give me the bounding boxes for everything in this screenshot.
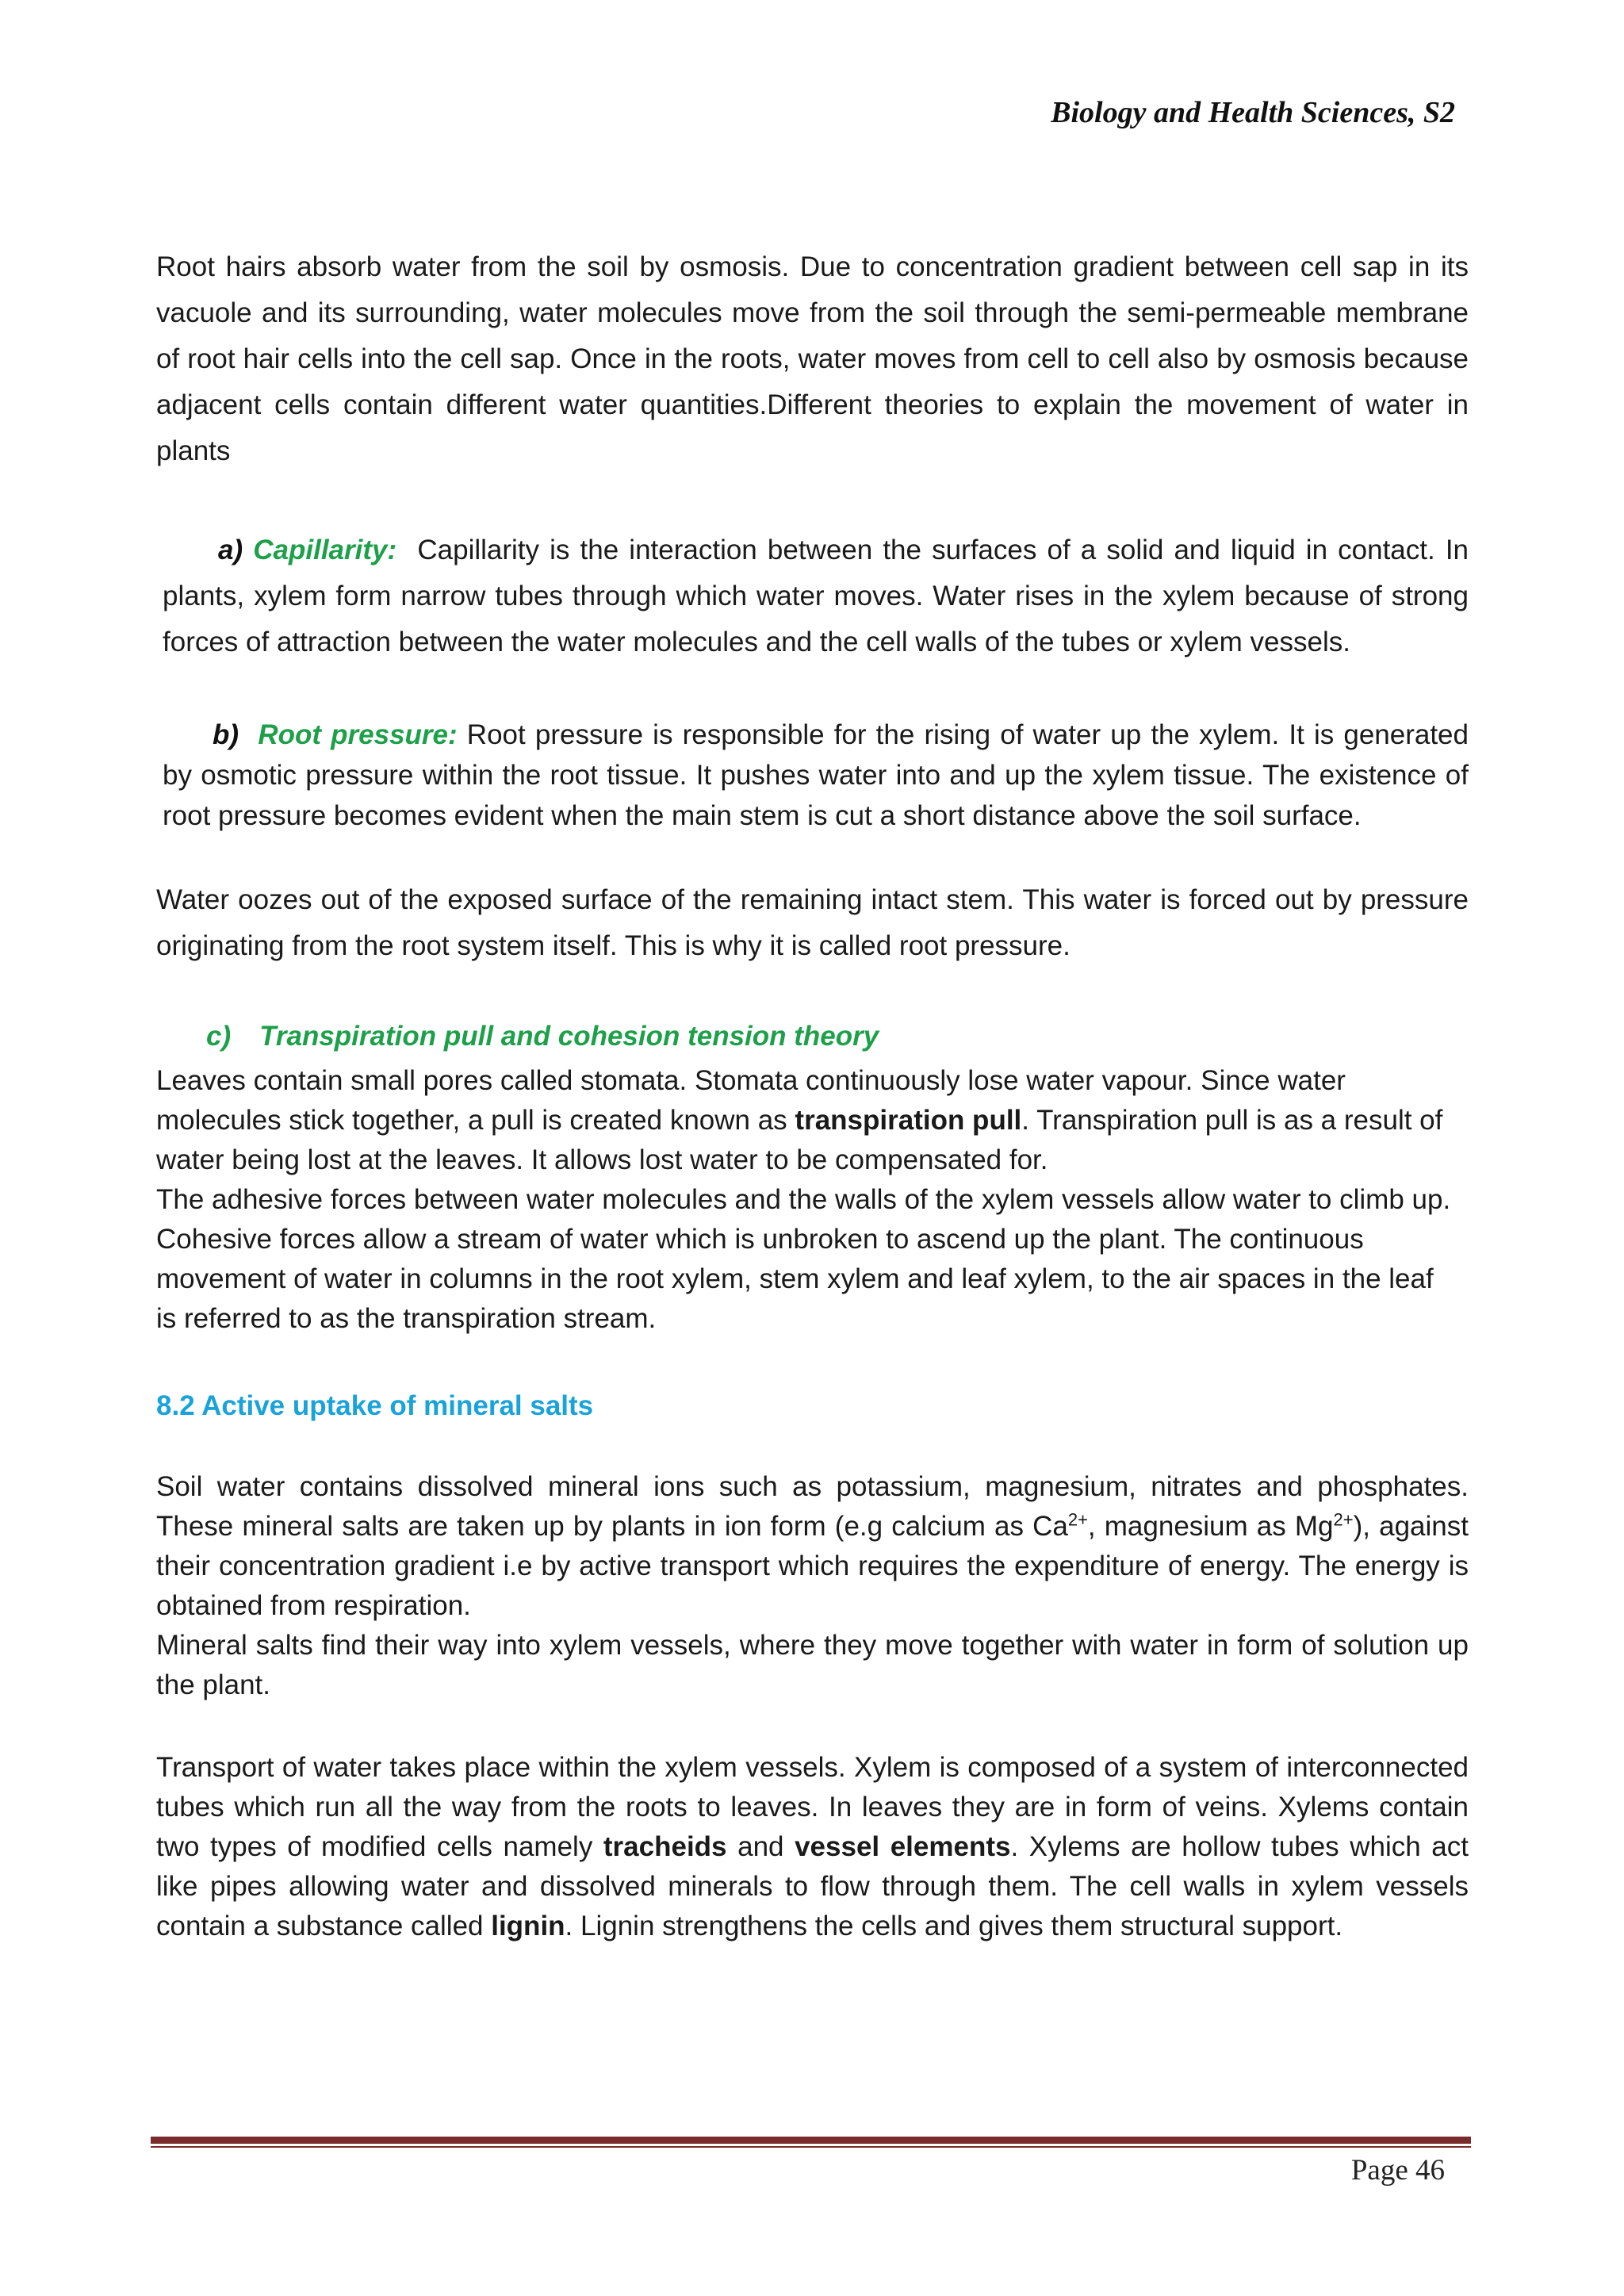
xylem-p3-b: and (726, 1831, 795, 1862)
section-8-2-paragraph-3 (156, 1748, 1469, 1946)
calcium-superscript: 2+ (1067, 1509, 1088, 1530)
transpiration-pull-term: transpiration pull (795, 1105, 1022, 1136)
intro-text: Root hairs absorb water from the soil by osmosis. Due to concentration gradient between cell sap in its vacuole and its surrounding, water molecules move from the soil through the semi-permeable membrane of root hair cells into the cell sap. Once in the roots, water moves from cell to cell also by osmosis because adjacent cells contain different water quantities.Different theories to explain the movement of water in plants (156, 251, 1469, 466)
mineral-p1-a: Soil water contains dissolved mineral ions such as potassium, magnesium, nitrates and phosphates. These mineral salts are taken up by plants in ion form (e.g calcium as Ca (156, 1471, 1469, 1542)
root-pressure-marker: b) (213, 719, 239, 750)
mineral-p1-c: ), against their concentration gradient i.e by active transport which requires the expenditure of energy. The energy is obtained from respiration. (156, 1511, 1469, 1621)
transpiration-p1-after: . Transpiration pull is as a result of water being lost at the leaves. It allows lost water to be compensated for. (156, 1105, 1443, 1175)
transpiration-heading (206, 1017, 1519, 1056)
xylem-p3-a: Transport of water takes place within the xylem vessels. Xylem is composed of a system of interconnected tubes which run all the way from the roots to leaves. In leaves they are in form of veins. Xylems contain two types of modified cells namely (156, 1752, 1469, 1862)
magnesium-superscript: 2+ (1333, 1509, 1354, 1530)
root-pressure-label: Root pressure: (258, 719, 458, 750)
capillarity-marker: a) (218, 535, 243, 565)
intro-paragraph (156, 244, 1469, 474)
transpiration-p1 (156, 1061, 1457, 1180)
transpiration-p2: The adhesive forces between water molecules and the walls of the xylem vessels allow water to climb up. Cohesive forces allow a stream of water which is unbroken to ascend up the plant. The continuous movement of water in columns in the root xylem, stem xylem and leaf xylem, to the air spaces in the leaf is referred to as the transpiration stream. (156, 1184, 1451, 1334)
root-pressure-text: Root pressure is responsible for the rising of water up the xylem. It is generated by osmotic pressure within the root tissue. It pushes water into and up the xylem tissue. The existence of root pressure becomes evident when the main stem is cut a short distance above the soil surface. (163, 719, 1469, 831)
page-number: Page 46 (1350, 2154, 1445, 2187)
footer-rule-thick (151, 2137, 1471, 2144)
xylem-p3-d: . Lignin strengthens the cells and gives them structural support. (565, 1911, 1343, 1941)
transpiration-p1-before: Leaves contain small pores called stomata. Stomata continuously lose water vapour. Since water molecules stick together, a pull is created known as (156, 1065, 1346, 1136)
footer-rule-thin (151, 2146, 1471, 2148)
mineral-salts-p1 (156, 1467, 1469, 1626)
section-8-2-heading (156, 1386, 1469, 1426)
transpiration-marker: c) (206, 1021, 232, 1052)
lignin-term: lignin (491, 1911, 565, 1941)
running-header: Biology and Health Sciences, S2 (1051, 96, 1455, 129)
capillarity-text: Capillarity is the interaction between the surfaces of a solid and liquid in contact. In plants, xylem form narrow tubes through which water moves. Water rises in the xylem because of strong forces of attraction between the water molecules and the cell walls of the tubes or xylem vessels. (163, 535, 1469, 657)
capillarity-label: Capillarity: (253, 535, 397, 565)
vessel-elements-term: vessel elements (795, 1831, 1011, 1862)
capillarity-paragraph (163, 527, 1469, 665)
mineral-p1-b: , magnesium as Mg (1087, 1511, 1334, 1542)
section-heading-text: 8.2 Active uptake of mineral salts (156, 1390, 594, 1421)
root-pressure-continuation-text: Water oozes out of the exposed surface of the remaining intact stem. This water is forced out by pressure originating from the root system itself. This is why it is called root pressure. (156, 884, 1469, 961)
xylem-p3-c: . Xylems are hollow tubes which act like pipes allowing water and dissolved minerals to flow through them. The cell walls in xylem vessels contain a substance called (156, 1831, 1469, 1941)
root-pressure-item (163, 715, 1469, 836)
transpiration-paragraph-1 (156, 1061, 1457, 1339)
xylem-transport-paragraph (156, 1748, 1469, 1946)
root-pressure-paragraph (163, 715, 1469, 836)
capillarity-item (163, 527, 1469, 665)
section-8-2-paragraph-1 (156, 1467, 1469, 1705)
mineral-salts-p2: Mineral salts find their way into xylem vessels, where they move together with water in form of solution up the plant. (156, 1630, 1469, 1700)
transpiration-heading-text: Transpiration pull and cohesion tension theory (259, 1021, 879, 1052)
root-pressure-continuation (156, 877, 1469, 969)
tracheids-term: tracheids (603, 1831, 727, 1862)
